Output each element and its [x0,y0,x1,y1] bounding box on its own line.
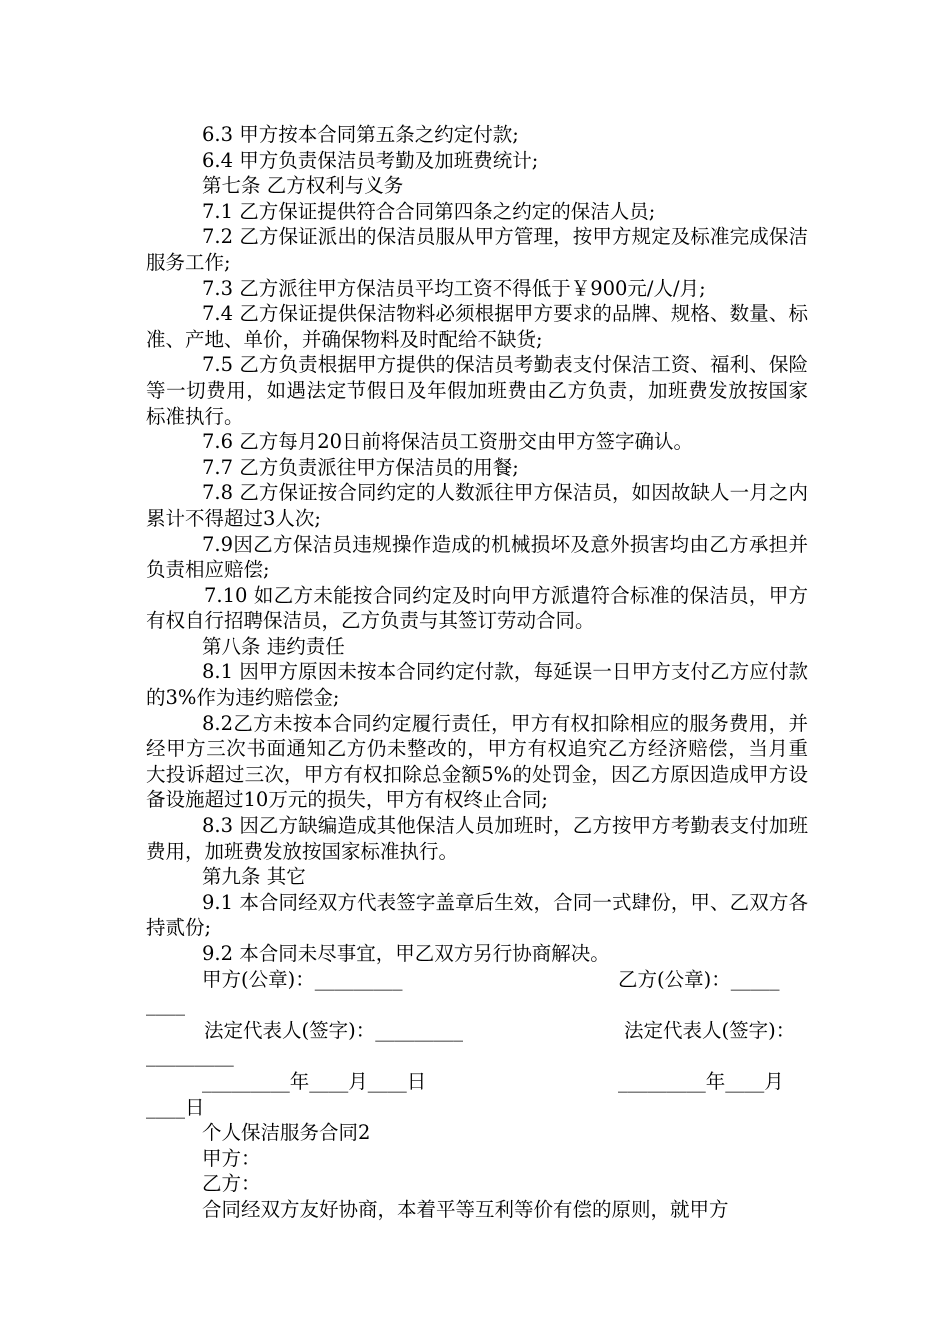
party-b-date-continuation: ____日 [146,1095,205,1119]
clause-7-1: 7.1 乙方保证提供符合合同第四条之约定的保洁人员; [202,199,656,223]
clause-9-1: 9.1 本合同经双方代表签字盖章后生效，合同一式肆份，甲、乙双方各持贰份; [146,890,808,940]
article-7-heading: 第七条 乙方权利与义务 [202,174,404,198]
signature-line-representative [146,1018,808,1069]
clause-7-4: 7.4 乙方保证提供保洁物料必须根据甲方要求的品牌、规格、数量、标准、产地、单价，并确保物料及时配给不缺货; [146,302,808,351]
party-a-label: 甲方： [202,1146,261,1170]
contract-page [146,122,808,1223]
clause-8-3: 8.3 因乙方缺编造成其他保洁人员加班时，乙方按甲方考勤表支付加班费用，加班费发放按国家标准执行。 [146,814,808,863]
party-a-seal: 甲方(公章)：_________ [202,967,403,991]
party-a-representative: 法定代表人(签字)：_________ [204,1018,463,1042]
contract-2-title: 个人保洁服务合同2 [202,1121,371,1145]
party-b-seal-continuation: ____ [146,993,185,1017]
contract-2-preamble: 合同经双方友好协商，本着平等互利等价有偿的原则，就甲方 [202,1197,729,1221]
clause-7-2: 7.2 乙方保证派出的保洁员服从甲方管理，按甲方规定及标准完成保洁服务工作; [146,225,808,274]
article-8-heading: 第八条 违约责任 [202,634,345,658]
clause-7-8: 7.8 乙方保证按合同约定的人数派往甲方保洁员，如因故缺人一月之内累计不得超过3人次; [146,481,808,530]
clause-7-3: 7.3 乙方派往甲方保洁员平均工资不得低于￥900元/人/月; [202,276,706,300]
party-a-date: _________年____月____日 [202,1069,427,1093]
party-b-seal: 乙方(公章)：_____ [618,967,780,991]
article-9-heading: 第九条 其它 [202,865,306,889]
party-b-representative: 法定代表人(签字)： [624,1018,796,1042]
party-b-label: 乙方： [202,1172,261,1196]
clause-8-2: 8.2乙方未按本合同约定履行责任，甲方有权扣除相应的服务费用，并经甲方三次书面通知乙方仍未整改的，甲方有权追究乙方经济赔偿，当月重大投诉超过三次，甲方有权扣除总金额5%的处罚金，因乙方原因造成甲方设备设施超过10万元的损失，甲方有权终止合同; [146,711,808,812]
clause-7-5: 7.5 乙方负责根据甲方提供的保洁员考勤表支付保洁工资、福利、保险等一切费用，如遇法定节假日及年假加班费由乙方负责，加班费发放按国家标准执行。 [146,353,808,428]
clause-9-2: 9.2 本合同未尽事宜，甲乙双方另行协商解决。 [202,942,610,965]
clause-7-9: 7.9因乙方保洁员违规操作造成的机械损坏及意外损害均由乙方承担并负责相应赔偿; [146,532,808,582]
signature-line-seal [146,967,808,1018]
party-b-date: _________年____月 [618,1069,784,1093]
party-b-representative-continuation: _________ [146,1044,234,1068]
clause-6-3: 6.3 甲方按本合同第五条之约定付款; [202,123,519,146]
clause-7-7: 7.7 乙方负责派往甲方保洁员的用餐; [202,455,519,479]
clause-7-10: 7.10 如乙方未能按合同约定及时向甲方派遣符合标准的保洁员，甲方有权自行招聘保洁员，乙方负责与其签订劳动合同。 [146,583,808,633]
clause-6-4: 6.4 甲方负责保洁员考勤及加班费统计; [202,148,539,172]
signature-line-date [146,1069,808,1120]
clause-8-1: 8.1 因甲方原因未按本合同约定付款，每延误一日甲方支付乙方应付款的3%作为违约赔偿金; [146,660,808,710]
clause-7-6: 7.6 乙方每月20日前将保洁员工资册交由甲方签字确认。 [202,430,694,454]
